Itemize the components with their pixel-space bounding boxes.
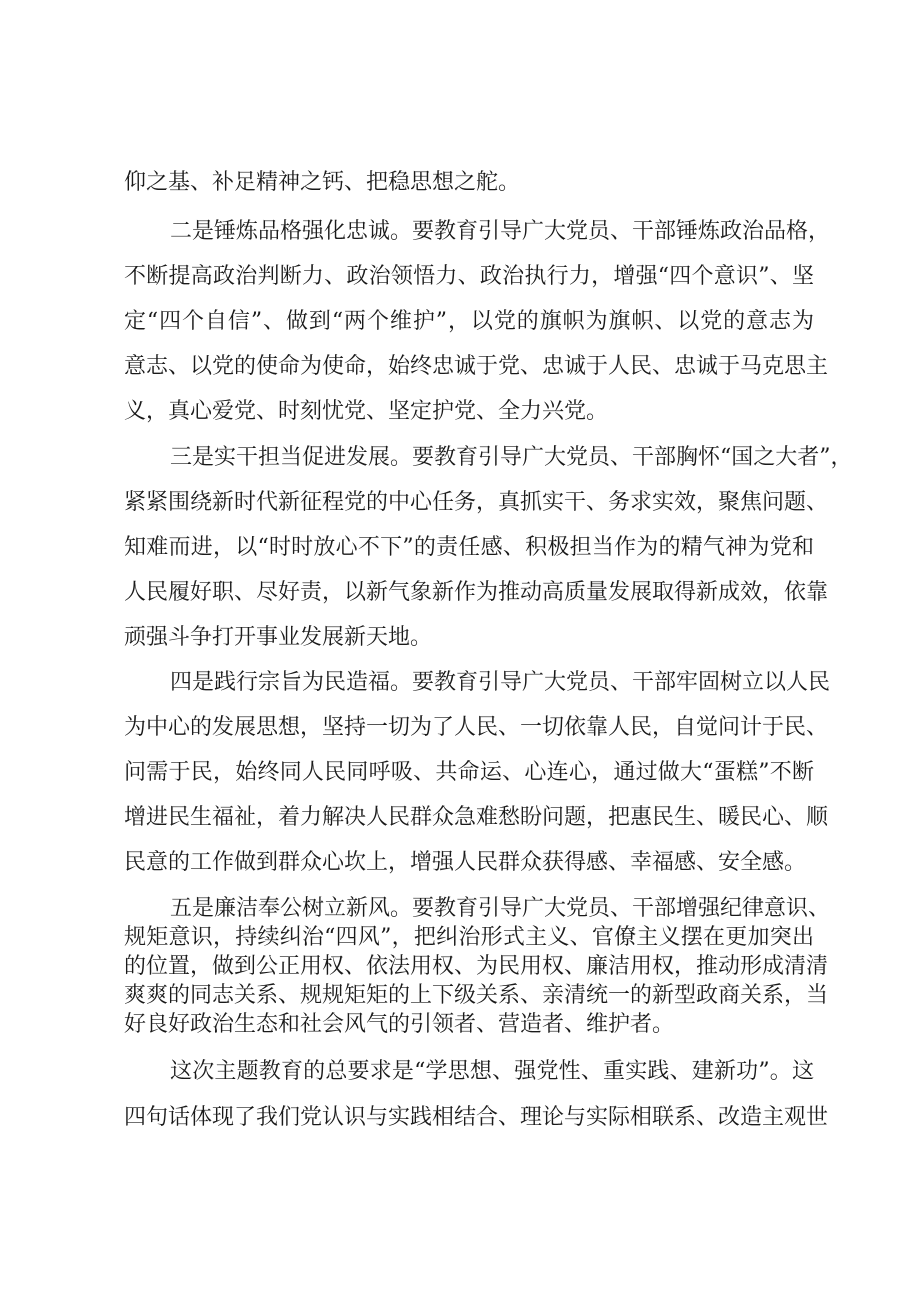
text-line: 为中心的发展思想，坚持一切为了人民、一切依靠人民，自觉问计于民、 <box>124 715 829 740</box>
text-line: 好良好政治生态和社会风气的引领者、营造者、维护者。 <box>124 1012 675 1037</box>
text-line: 问需于民，始终同人民同呼吸、共命运、心连心，通过做大“蛋糕”不断 <box>124 760 814 785</box>
text-line: 的位置，做到公正用权、依法用权、为民用权、廉洁用权，推动形成清清 <box>124 954 829 979</box>
text-line: 五是廉洁奉公树立新风。要教育引导广大党员、干部增强纪律意识、 <box>170 896 831 921</box>
text-line: 定“四个自信”、做到“两个维护”，以党的旗帜为旗帜、以党的意志为 <box>124 309 814 334</box>
text-line: 义，真心爱党、时刻忧党、坚定护党、全力兴党。 <box>124 399 609 424</box>
text-line: 紧紧围绕新时代新征程党的中心任务，真抓实干、务求实效，聚焦问题、 <box>124 490 829 515</box>
text-line: 人民履好职、尽好责，以新气象新作为推动高质量发展取得新成效，依靠 <box>124 580 829 605</box>
text-line: 爽爽的同志关系、规规矩矩的上下级关系、亲清统一的新型政商关系，当 <box>124 983 829 1008</box>
text-line: 规矩意识，持续纠治“四风”，把纠治形式主义、官僚主义摆在更加突出 <box>124 925 814 950</box>
text-line: 四是践行宗旨为民造福。要教育引导广大党员、干部牢固树立以人民 <box>170 670 831 695</box>
text-line: 知难而进，以“时时放心不下”的责任感、积极担当作为的精气神为党和 <box>124 535 814 560</box>
text-line: 仰之基、补足精神之钙、把稳思想之舵。 <box>124 170 521 195</box>
text-line: 民意的工作做到群众心坎上，增强人民群众获得感、幸福感、安全感。 <box>124 850 807 875</box>
text-line: 这次主题教育的总要求是“学思想、强党性、重实践、建新功”。这 <box>170 1059 814 1084</box>
text-line: 二是锤炼品格强化忠诚。要教育引导广大党员、干部锤炼政治品格， <box>170 219 831 244</box>
text-line: 不断提高政治判断力、政治领悟力、政治执行力，增强“四个意识”、坚 <box>124 264 814 289</box>
text-line: 三是实干担当促进发展。要教育引导广大党员、干部胸怀“国之大者”， <box>170 445 853 470</box>
text-line: 四句话体现了我们党认识与实践相结合、理论与实际相联系、改造主观世 <box>124 1105 829 1130</box>
text-line: 顽强斗争打开事业发展新天地。 <box>124 625 433 650</box>
text-line: 增进民生福祉，着力解决人民群众急难愁盼问题，把惠民生、暖民心、顺 <box>124 805 829 830</box>
text-line: 意志、以党的使命为使命，始终忠诚于党、忠诚于人民、忠诚于马克思主 <box>124 354 829 379</box>
